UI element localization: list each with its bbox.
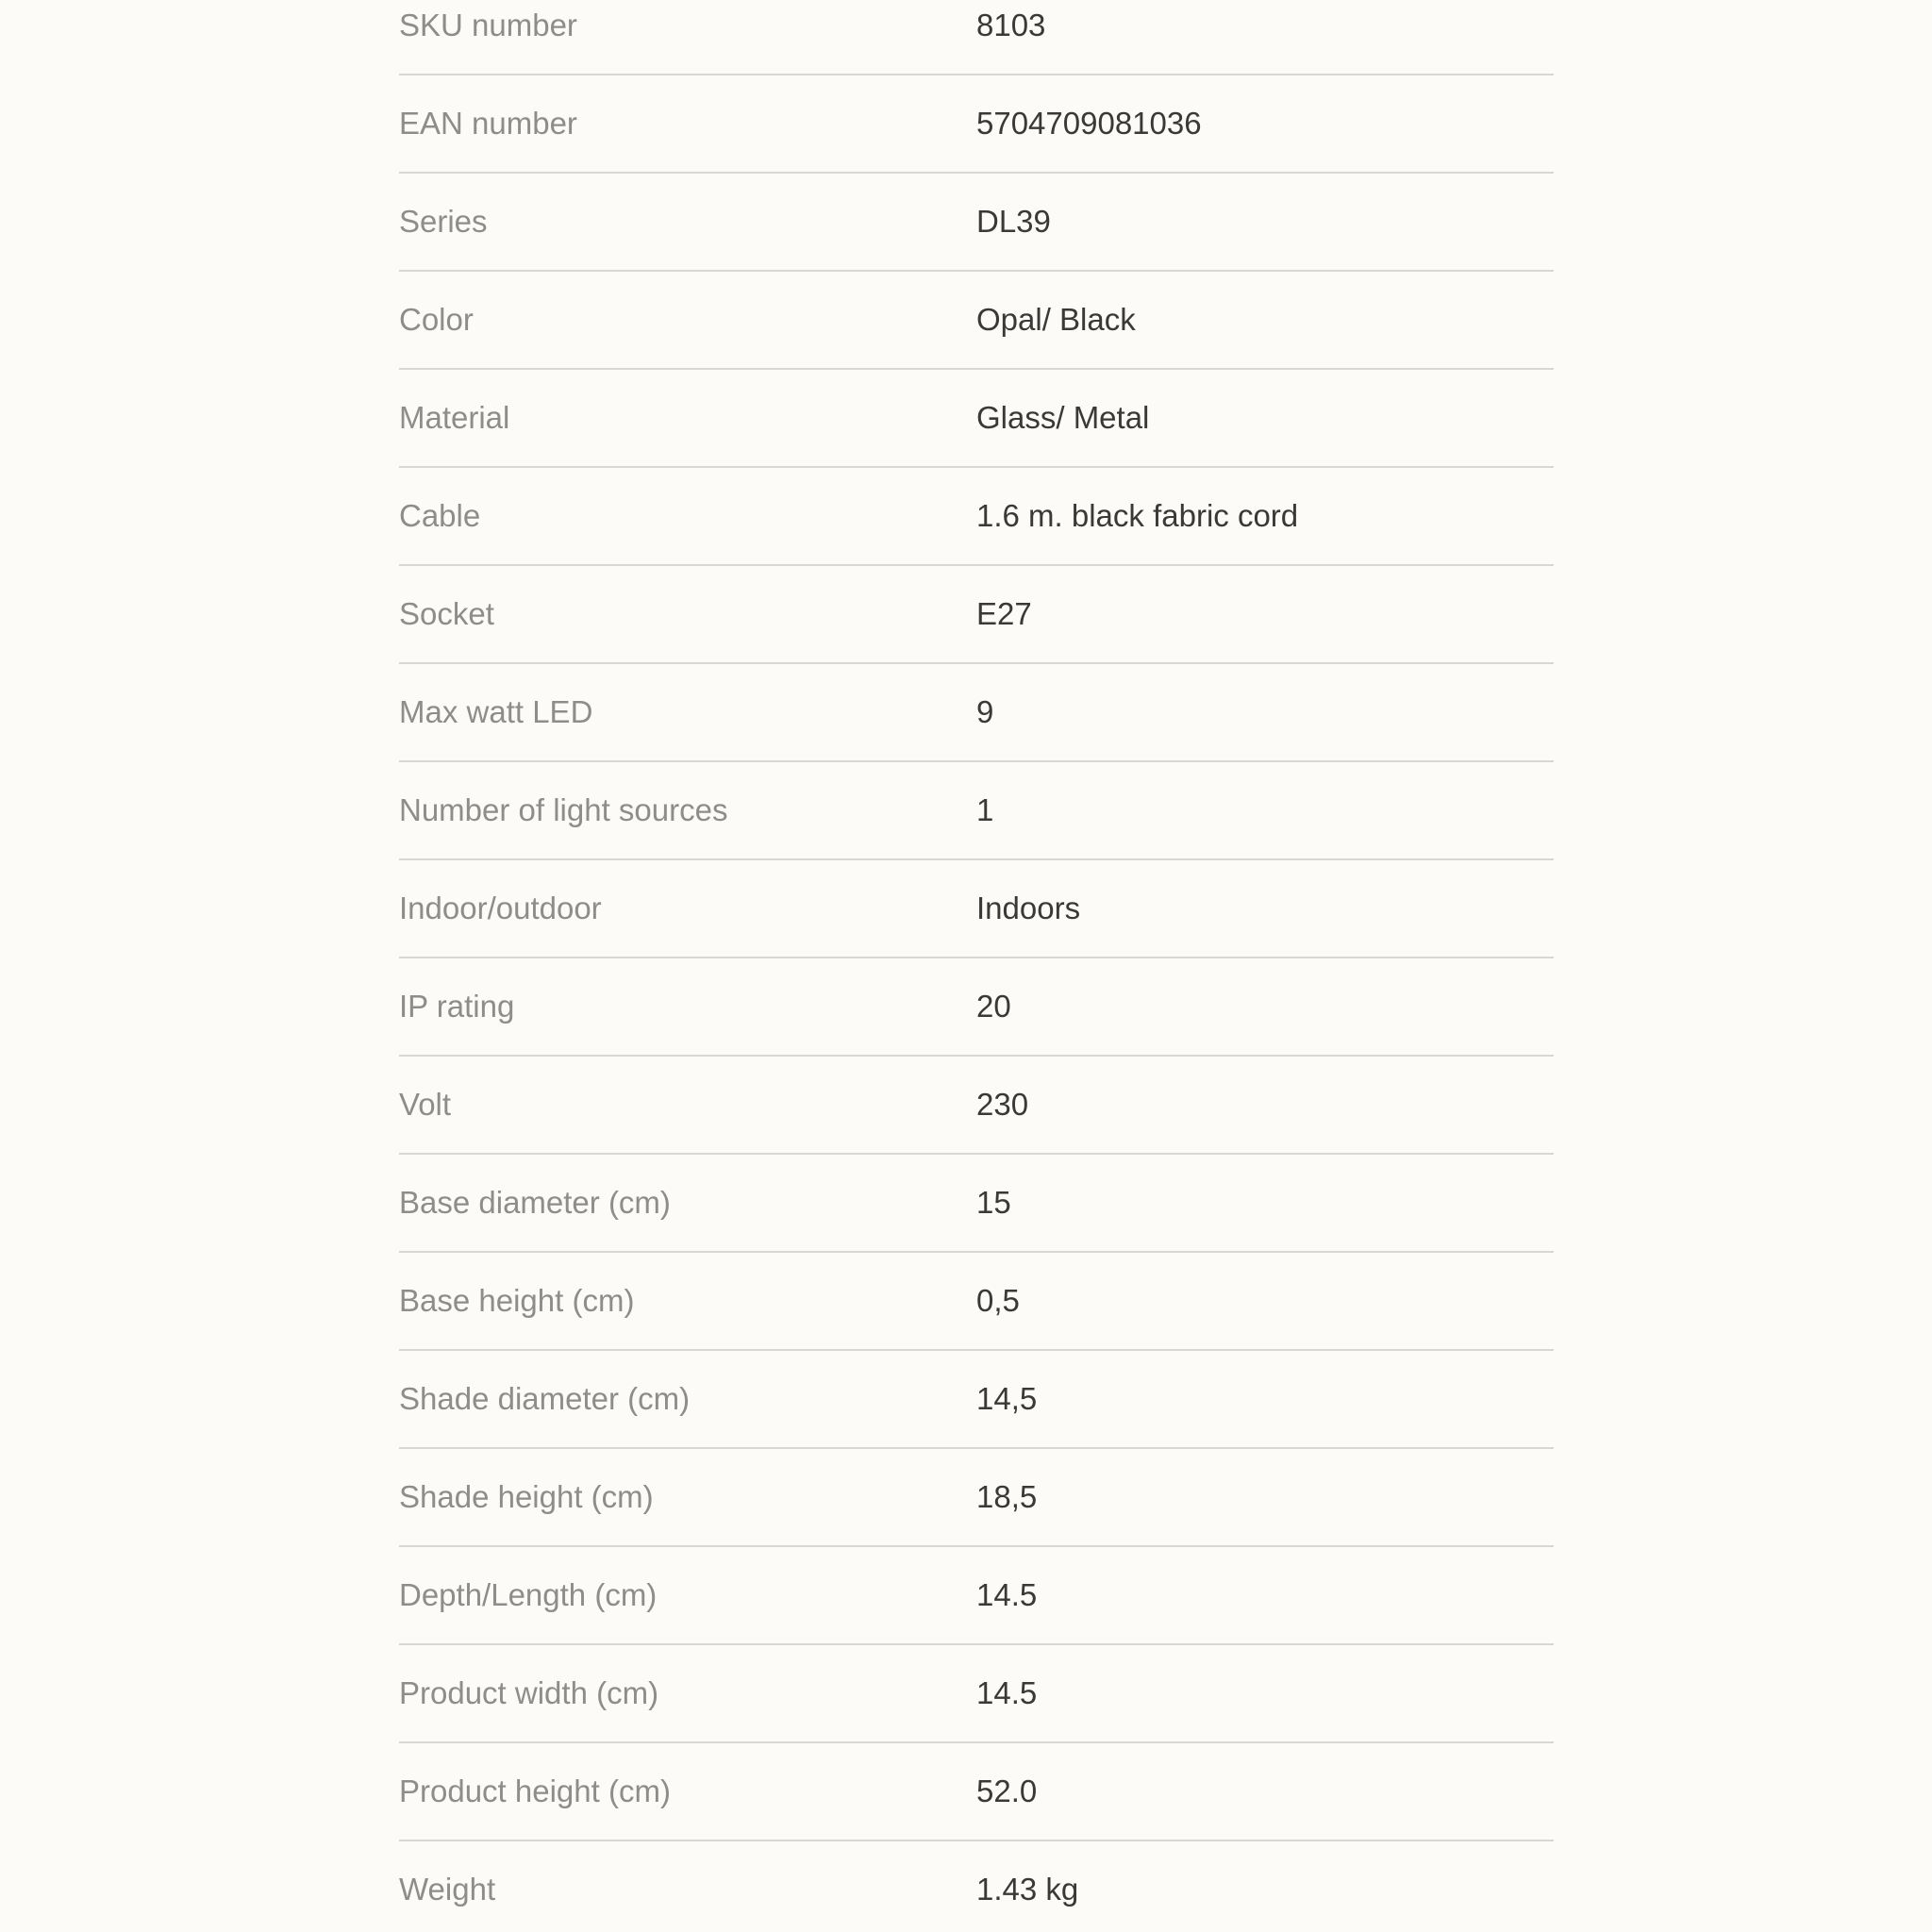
- spec-value: Glass/ Metal: [976, 400, 1150, 435]
- spec-row-base-diameter: [399, 1155, 1554, 1253]
- spec-row-indoor-outdoor: [399, 860, 1554, 958]
- spec-label: Max watt LED: [399, 694, 593, 729]
- spec-label: Number of light sources: [399, 792, 728, 827]
- spec-value: 9: [976, 694, 994, 729]
- product-spec-table: [399, 0, 1554, 1932]
- spec-row-ip-rating: [399, 958, 1554, 1057]
- spec-row-cable: [399, 468, 1554, 566]
- spec-value: Opal/ Black: [976, 302, 1136, 337]
- spec-value: 14.5: [976, 1675, 1038, 1710]
- spec-row-material: [399, 370, 1554, 468]
- spec-value: 1.6 m. black fabric cord: [976, 498, 1299, 533]
- spec-label: Base height (cm): [399, 1283, 635, 1318]
- spec-label: Material: [399, 400, 510, 435]
- spec-label: Indoor/outdoor: [399, 891, 602, 925]
- spec-label: Product width (cm): [399, 1675, 659, 1710]
- spec-row-volt: [399, 1057, 1554, 1155]
- spec-row-weight: [399, 1841, 1554, 1932]
- spec-value: DL39: [976, 204, 1051, 239]
- spec-value: 5704709081036: [976, 106, 1202, 141]
- spec-label: SKU number: [399, 8, 577, 42]
- spec-label: Product height (cm): [399, 1774, 671, 1808]
- spec-row-shade-diameter: [399, 1351, 1554, 1449]
- spec-label: Base diameter (cm): [399, 1185, 671, 1220]
- spec-label: Volt: [399, 1087, 452, 1122]
- spec-row-product-width: [399, 1645, 1554, 1743]
- spec-value: E27: [976, 596, 1032, 631]
- spec-label: IP rating: [399, 989, 515, 1024]
- spec-row-base-height: [399, 1253, 1554, 1351]
- spec-label: Shade diameter (cm): [399, 1381, 691, 1416]
- spec-value: 8103: [976, 8, 1046, 42]
- spec-value: 18,5: [976, 1479, 1038, 1514]
- spec-row-socket: [399, 566, 1554, 664]
- spec-value: Indoors: [976, 891, 1081, 925]
- spec-row-sku-number: [399, 0, 1554, 75]
- spec-label: Depth/Length (cm): [399, 1577, 658, 1612]
- spec-label: Weight: [399, 1872, 496, 1907]
- spec-label: Socket: [399, 596, 494, 631]
- spec-value: 1.43 kg: [976, 1872, 1079, 1907]
- spec-value: 14,5: [976, 1381, 1038, 1416]
- spec-value: 0,5: [976, 1283, 1020, 1318]
- spec-value: 14.5: [976, 1577, 1038, 1612]
- spec-row-max-watt-led: [399, 664, 1554, 762]
- spec-row-number-of-light-sources: [399, 762, 1554, 860]
- spec-row-series: [399, 174, 1554, 272]
- spec-row-depth-length: [399, 1547, 1554, 1645]
- spec-value: 20: [976, 989, 1011, 1024]
- spec-label: Color: [399, 302, 474, 337]
- spec-row-product-height: [399, 1743, 1554, 1841]
- spec-value: 230: [976, 1087, 1029, 1122]
- spec-value: 1: [976, 792, 994, 827]
- spec-row-ean-number: [399, 75, 1554, 174]
- spec-label: Cable: [399, 498, 481, 533]
- spec-label: Series: [399, 204, 488, 239]
- spec-label: Shade height (cm): [399, 1479, 654, 1514]
- spec-value: 52.0: [976, 1774, 1038, 1808]
- spec-label: EAN number: [399, 106, 577, 141]
- spec-value: 15: [976, 1185, 1011, 1220]
- spec-row-shade-height: [399, 1449, 1554, 1547]
- spec-row-color: [399, 272, 1554, 370]
